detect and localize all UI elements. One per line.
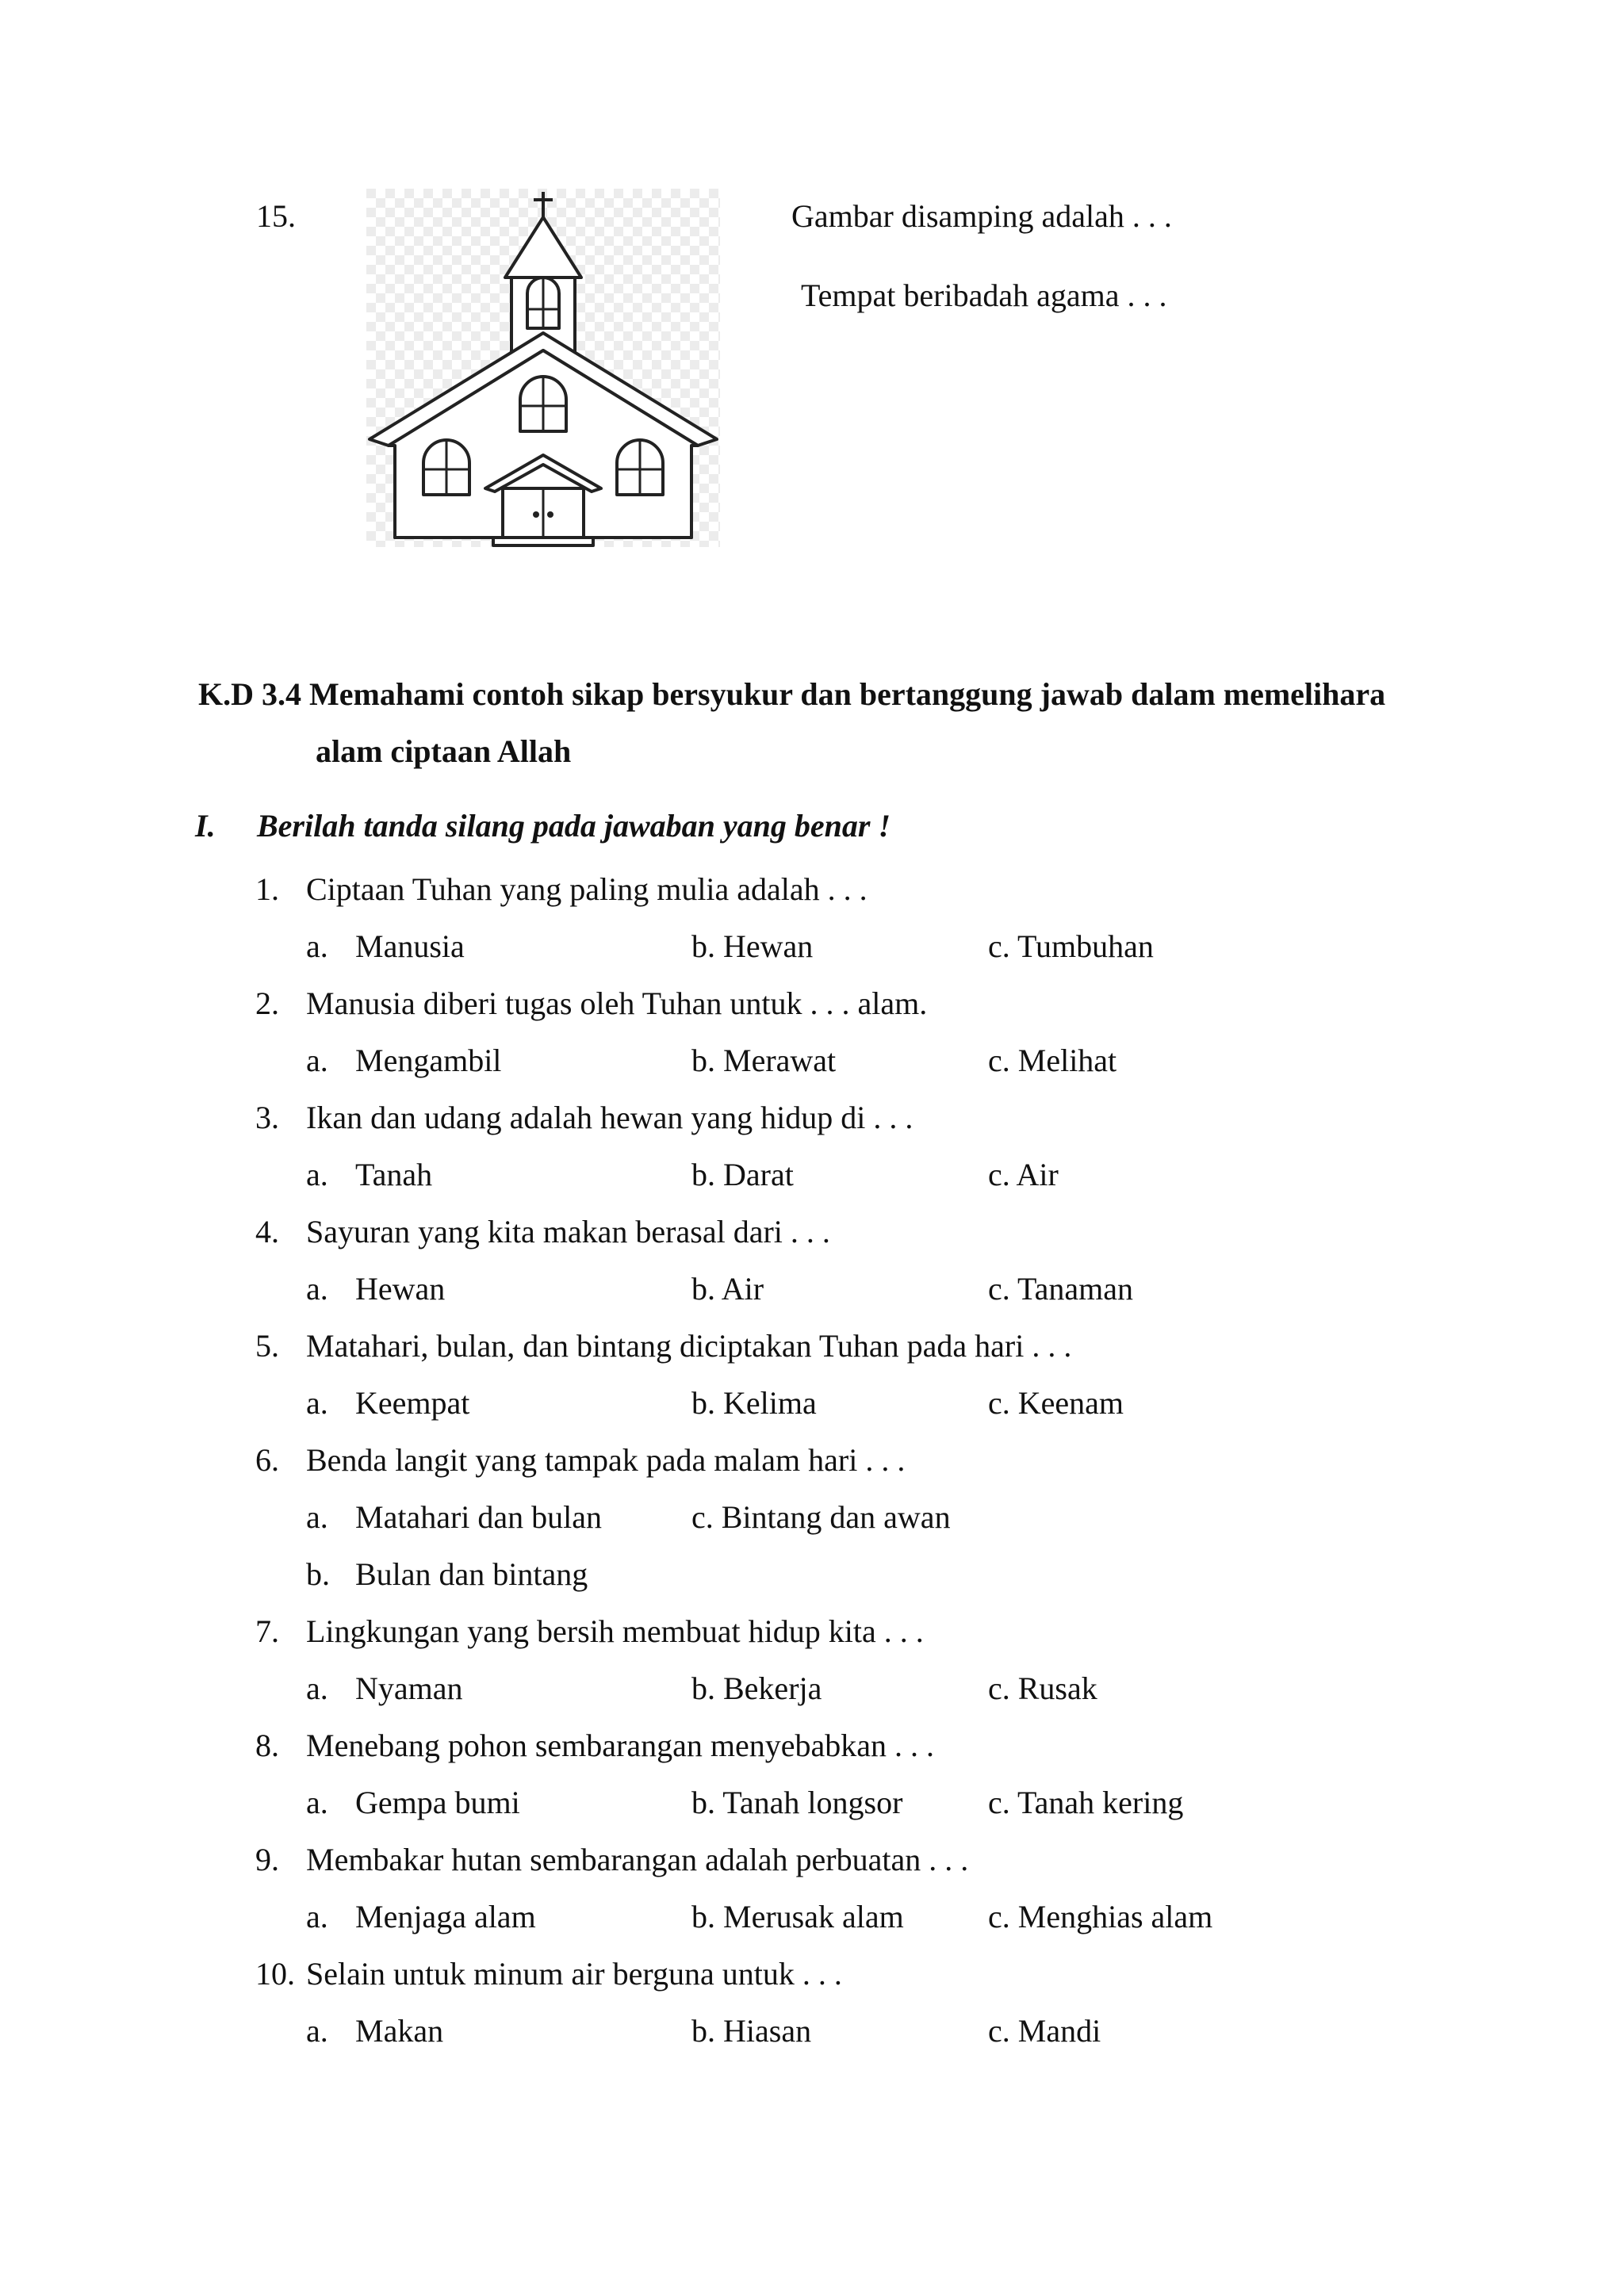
option-text: c. Menghias alam <box>988 1899 1213 1934</box>
option-text: c. Rusak <box>988 1670 1097 1706</box>
question-number: 2. <box>255 985 279 1021</box>
answer-option[interactable] <box>988 1888 1212 1946</box>
church-picture <box>366 189 720 547</box>
answer-option[interactable] <box>306 1774 520 1831</box>
question-number: 10. <box>255 1956 295 1992</box>
question-5 <box>255 1318 1492 1375</box>
option-letter: a. <box>306 1271 328 1307</box>
answer-option[interactable] <box>691 918 813 975</box>
question-text: Menebang pohon sembarangan menyebabkan . . . <box>306 1728 934 1763</box>
option-text: Manusia <box>355 928 465 964</box>
answer-option[interactable] <box>988 1375 1124 1432</box>
answer-option[interactable] <box>306 1660 463 1717</box>
option-text: Tanah <box>355 1157 433 1192</box>
question-6 <box>255 1432 1492 1489</box>
question-text: Membakar hutan sembarangan adalah perbuatan . . . <box>306 1842 969 1877</box>
option-text: b. Darat <box>691 1157 794 1192</box>
question-list <box>255 861 1492 2060</box>
answer-options <box>255 918 1492 975</box>
question-15-number: 15. <box>256 198 296 234</box>
question-15-text: Gambar disamping adalah . . . <box>791 198 1172 234</box>
answer-options <box>255 2003 1492 2060</box>
question-number: 7. <box>255 1613 279 1649</box>
answer-option[interactable] <box>306 1261 445 1318</box>
option-text: b. Bekerja <box>691 1670 822 1706</box>
answer-option[interactable] <box>306 1888 536 1946</box>
option-letter: a. <box>306 2013 328 2049</box>
option-text: b. Tanah longsor <box>691 1785 903 1820</box>
question-7 <box>255 1603 1492 1660</box>
option-text: Bulan dan bintang <box>355 1556 588 1592</box>
option-letter: a. <box>306 1499 328 1535</box>
kd-heading-line2: alam ciptaan Allah <box>316 733 572 769</box>
answer-option[interactable] <box>691 1660 822 1717</box>
section-number: I. <box>195 808 216 844</box>
answer-option[interactable] <box>691 1888 904 1946</box>
answer-options <box>255 1375 1492 1432</box>
option-text: Menjaga alam <box>355 1899 536 1934</box>
option-text: c. Melihat <box>988 1043 1117 1078</box>
answer-option[interactable] <box>988 918 1154 975</box>
option-text: b. Merusak alam <box>691 1899 904 1934</box>
question-number: 5. <box>255 1328 279 1364</box>
question-text: Manusia diberi tugas oleh Tuhan untuk . . . alam. <box>306 985 928 1021</box>
option-text: c. Tanaman <box>988 1271 1134 1307</box>
kd-heading <box>198 666 1499 780</box>
church-icon <box>366 189 720 547</box>
option-letter: b. <box>306 1556 330 1592</box>
option-text: Matahari dan bulan <box>355 1499 602 1535</box>
answer-options <box>255 1660 1492 1717</box>
answer-option[interactable] <box>988 1261 1133 1318</box>
question-text: Ciptaan Tuhan yang paling mulia adalah . . . <box>306 871 868 907</box>
question-number: 4. <box>255 1214 279 1249</box>
answer-option[interactable] <box>306 918 465 975</box>
option-text: b. Hiasan <box>691 2013 812 2049</box>
option-text: b. Kelima <box>691 1385 817 1421</box>
option-letter: a. <box>306 928 328 964</box>
answer-option[interactable] <box>306 1032 501 1089</box>
question-text: Sayuran yang kita makan berasal dari . . . <box>306 1214 830 1249</box>
question-text: Selain untuk minum air berguna untuk . . . <box>306 1956 842 1992</box>
answer-option[interactable] <box>988 1660 1097 1717</box>
option-text: Makan <box>355 2013 444 2049</box>
option-text: b. Hewan <box>691 928 814 964</box>
option-text: b. Merawat <box>691 1043 837 1078</box>
answer-options <box>255 1774 1492 1831</box>
answer-options <box>255 1146 1492 1203</box>
answer-option[interactable] <box>306 2003 443 2060</box>
section-instruction-text: Berilah tanda silang pada jawaban yang benar ! <box>257 808 891 844</box>
option-text: Gempa bumi <box>355 1785 520 1820</box>
question-number: 8. <box>255 1728 279 1763</box>
answer-option[interactable] <box>988 2003 1101 2060</box>
answer-option[interactable] <box>988 1774 1183 1831</box>
option-text: Nyaman <box>355 1670 463 1706</box>
question-15-subtext: Tempat beribadah agama . . . <box>801 277 1167 313</box>
option-text: b. Air <box>691 1271 764 1307</box>
question-8 <box>255 1717 1492 1774</box>
answer-option[interactable] <box>691 1261 764 1318</box>
option-text: Keempat <box>355 1385 470 1421</box>
question-4 <box>255 1203 1492 1261</box>
answer-option[interactable] <box>691 1146 794 1203</box>
answer-options <box>255 1489 1492 1546</box>
option-letter: a. <box>306 1670 328 1706</box>
answer-options <box>255 1032 1492 1089</box>
option-text: c. Tanah kering <box>988 1785 1184 1820</box>
question-text: Lingkungan yang bersih membuat hidup kita . . . <box>306 1613 924 1649</box>
answer-options <box>255 1261 1492 1318</box>
answer-option[interactable] <box>988 1146 1059 1203</box>
question-1 <box>255 861 1492 918</box>
answer-option[interactable] <box>306 1146 432 1203</box>
question-10 <box>255 1946 1492 2003</box>
option-text: c. Bintang dan awan <box>691 1499 951 1535</box>
option-text: Hewan <box>355 1271 446 1307</box>
section-instruction <box>195 804 891 848</box>
question-text: Benda langit yang tampak pada malam hari . . . <box>306 1442 906 1478</box>
kd-heading-line1: K.D 3.4 Memahami contoh sikap bersyukur dan bertanggung jawab dalam memelihara <box>198 676 1386 712</box>
answer-option[interactable] <box>691 2003 811 2060</box>
answer-option[interactable] <box>306 1489 602 1546</box>
question-text: Ikan dan udang adalah hewan yang hidup di . . . <box>306 1100 914 1135</box>
answer-options-extra <box>255 1546 1492 1603</box>
option-letter: a. <box>306 1899 328 1934</box>
option-text: c. Mandi <box>988 2013 1101 2049</box>
answer-option[interactable] <box>306 1375 469 1432</box>
question-text: Matahari, bulan, dan bintang diciptakan Tuhan pada hari . . . <box>306 1328 1072 1364</box>
option-text: c. Air <box>988 1157 1059 1192</box>
answer-options <box>255 1888 1492 1946</box>
option-text: c. Keenam <box>988 1385 1124 1421</box>
question-number: 1. <box>255 871 279 907</box>
answer-option[interactable] <box>988 1032 1116 1089</box>
answer-option[interactable] <box>691 1032 836 1089</box>
answer-option[interactable] <box>691 1774 902 1831</box>
question-3 <box>255 1089 1492 1146</box>
option-letter: a. <box>306 1785 328 1820</box>
question-number: 9. <box>255 1842 279 1877</box>
question-number: 3. <box>255 1100 279 1135</box>
option-text: c. Tumbuhan <box>988 928 1154 964</box>
option-letter: a. <box>306 1385 328 1421</box>
answer-option[interactable] <box>306 1546 588 1603</box>
option-letter: a. <box>306 1157 328 1192</box>
question-2 <box>255 975 1492 1032</box>
option-letter: a. <box>306 1043 328 1078</box>
answer-option[interactable] <box>691 1375 817 1432</box>
option-text: Mengambil <box>355 1043 502 1078</box>
answer-option[interactable] <box>691 1489 951 1546</box>
question-number: 6. <box>255 1442 279 1478</box>
question-9 <box>255 1831 1492 1888</box>
